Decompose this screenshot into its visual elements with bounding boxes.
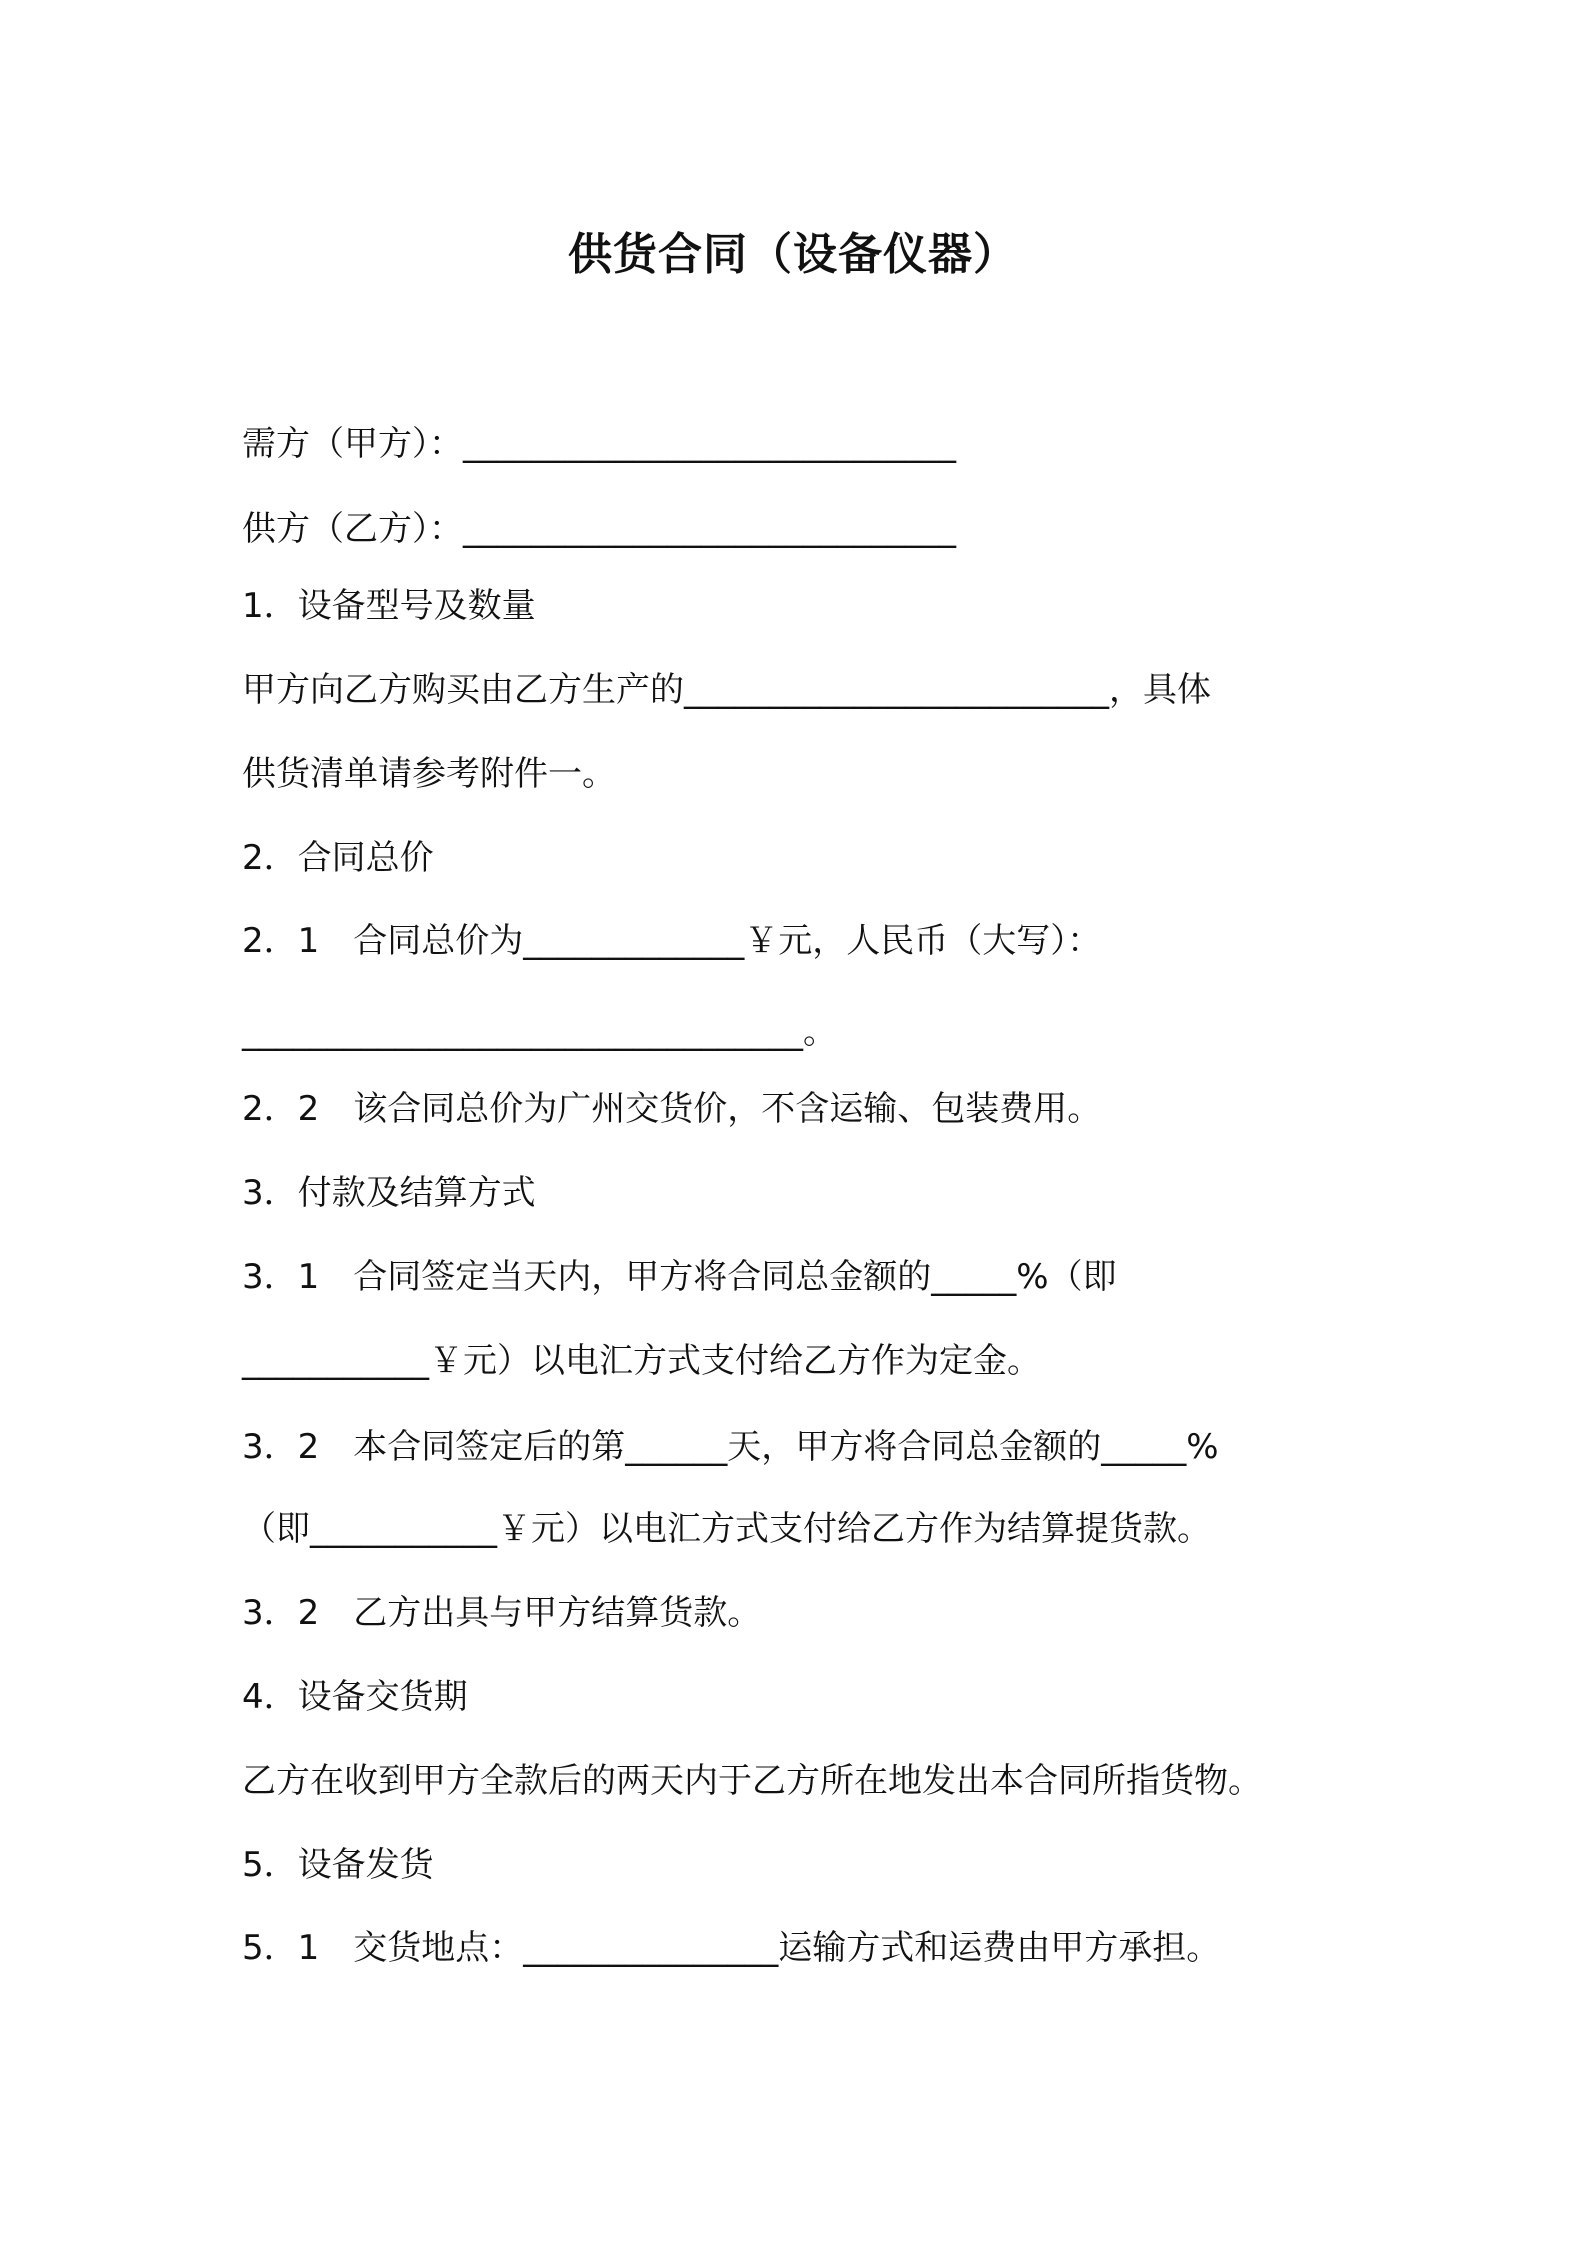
clause-3-1: 3．1 合同签定当天内，甲方将合同总金额的_____%（即 <box>242 1257 1117 1297</box>
paragraph-line: 供货清单请参考附件一。 <box>242 754 616 794</box>
section-heading-1: 1．设备型号及数量 <box>242 586 536 626</box>
section-heading-3: 3．付款及结算方式 <box>242 1173 536 1213</box>
clause-3-2b: 3．2 乙方出具与甲方结算货款。 <box>242 1593 762 1633</box>
clause-5-1: 5．1 交货地点：_______________运输方式和运费由甲方承担。 <box>242 1928 1221 1968</box>
party-b-line: 供方（乙方）：_____________________________ <box>242 509 956 549</box>
clause-2-2: 2．2 该合同总价为广州交货价，不含运输、包装费用。 <box>242 1089 1102 1129</box>
clause-2-1-cont: _________________________________。 <box>242 1012 837 1052</box>
document-title: 供货合同（设备仪器） <box>568 229 1018 280</box>
paragraph-line: 甲方向乙方购买由乙方生产的_________________________，具体 <box>242 670 1211 710</box>
clause-3-1-cont: ___________￥元）以电汇方式支付给乙方作为定金。 <box>242 1341 1041 1381</box>
clause-3-2: 3．2 本合同签定后的第______天，甲方将合同总金额的_____% <box>242 1427 1219 1467</box>
paragraph-line: 乙方在收到甲方全款后的两天内于乙方所在地发出本合同所指货物。 <box>242 1761 1262 1801</box>
clause-2-1: 2．1 合同总价为_____________￥元，人民币（大写）： <box>242 921 1102 961</box>
section-heading-5: 5．设备发货 <box>242 1845 434 1885</box>
clause-3-2-cont: （即___________￥元）以电汇方式支付给乙方作为结算提货款。 <box>242 1509 1211 1549</box>
section-heading-4: 4．设备交货期 <box>242 1677 468 1717</box>
section-heading-2: 2．合同总价 <box>242 838 434 878</box>
party-a-line: 需方（甲方）：_____________________________ <box>242 424 956 464</box>
